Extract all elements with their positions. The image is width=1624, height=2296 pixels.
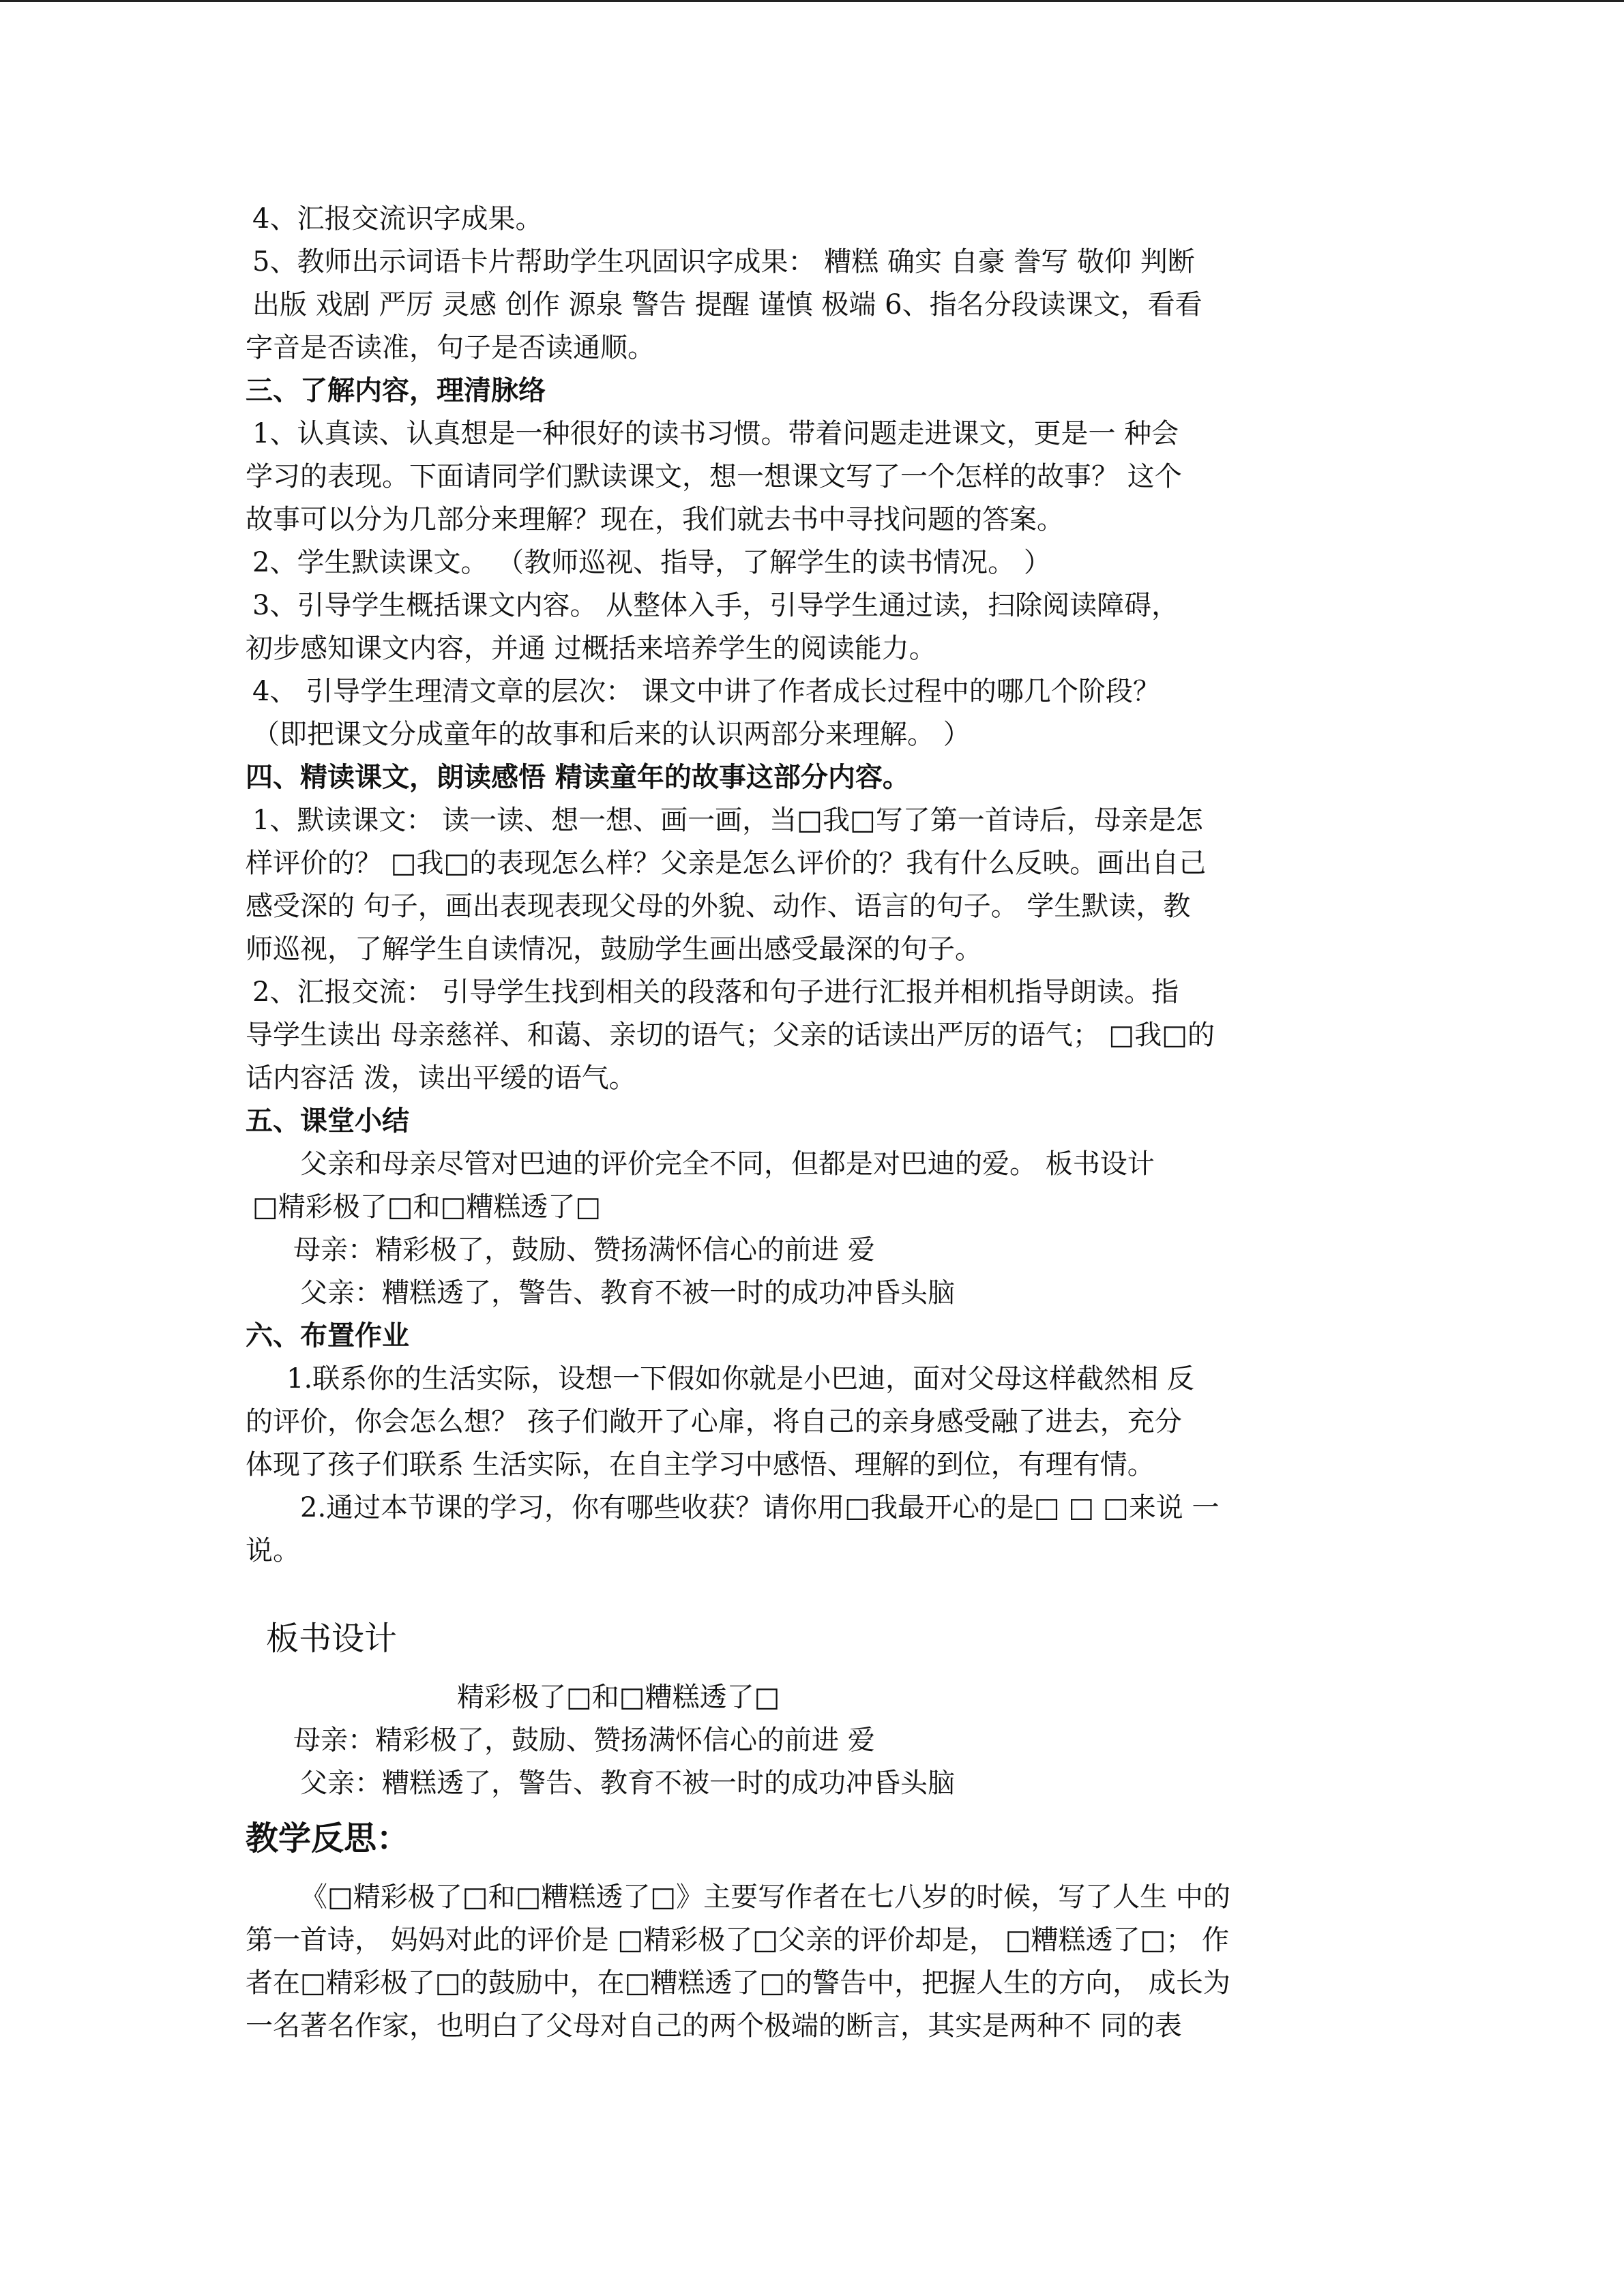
part-6-line-2: 的评价，你会怎么想？ 孩子们敞开了心扉，将自己的亲身感受融了进去，充分 <box>246 1406 1182 1437</box>
document-body <box>246 198 1378 2048</box>
part-4-p1-line-4: 师巡视，了解学生自读情况，鼓励学生画出感受最深的句子。 <box>246 934 982 965</box>
step-5-line-1: 5、教师出示词语卡片帮助学生巩固识字成果： 糟糕 确实 自豪 誊写 敬仰 判断 <box>252 246 1195 278</box>
part-3-p1-line-3: 故事可以分为几部分来理解？现在，我们就去书中寻找问题的答案。 <box>246 504 1064 535</box>
part-3-p3-line-2: 初步感知课文内容，并通 过概括来培养学生的阅读能力。 <box>246 633 936 664</box>
part-6-line-4: 2.通过本节课的学习，你有哪些收获？请你用□我最开心的是□ □ □来说 一 <box>300 1492 1220 1523</box>
part-4-p2-line-1: 2、汇报交流： 引导学生找到相关的段落和句子进行汇报并相机指导朗读。指 <box>252 976 1179 1008</box>
reflection-line-3: 者在□精彩极了□的鼓励中，在□糟糕透了□的警告中，把握人生的方向， 成长为 <box>246 1967 1230 1999</box>
part-3-heading: 三、了解内容，理清脉络 <box>246 375 546 406</box>
part-3-p1-line-2: 学习的表现。下面请同学们默读课文，想一想课文写了一个怎样的故事？ 这个 <box>246 461 1182 492</box>
reflection-title: 教学反思： <box>246 1819 410 1858</box>
spacer <box>246 1663 1378 1676</box>
board-line-1: 精彩极了□和□糟糕透了□ <box>457 1682 780 1713</box>
part-5-heading: 五、课堂小结 <box>246 1105 409 1137</box>
spacer <box>246 1862 1378 1876</box>
spacer <box>246 1572 1378 1615</box>
part-6-heading: 六、布置作业 <box>246 1320 409 1352</box>
board-design-title: 板书设计 <box>266 1620 398 1658</box>
part-4-p1-line-1: 1、默读课文： 读一读、想一想、画一画，当□我□写了第一首诗后，母亲是怎 <box>252 805 1203 836</box>
part-4-p2-line-2: 导学生读出 母亲慈祥、和蔼、亲切的语气；父亲的话读出严厉的语气； □我□的 <box>246 1019 1215 1051</box>
step-5-line-2: 出版 戏剧 严厉 灵感 创作 源泉 警告 提醒 谨慎 极端 6、指名分段读课文，看看 <box>252 289 1202 320</box>
part-3-p3-line-1: 3、引导学生概括课文内容。 从整体入手，引导学生通过读，扫除阅读障碍， <box>252 590 1179 621</box>
board-line-2: 母亲：精彩极了，鼓励、赞扬满怀信心的前进 爱 <box>293 1725 875 1756</box>
step-4-text: 4、汇报交流识字成果。 <box>252 203 543 235</box>
reflection-line-4: 一名著名作家，也明白了父母对自己的两个极端的断言，其实是两种不 同的表 <box>246 2010 1182 2042</box>
spacer <box>246 1805 1378 1815</box>
part-6-line-5: 说。 <box>246 1535 300 1566</box>
step-5-line-3: 字音是否读准，句子是否读通顺。 <box>246 332 655 363</box>
part-5-line-1: 父亲和母亲尽管对巴迪的评价完全不同，但都是对巴迪的爱。 板书设计 <box>300 1148 1155 1180</box>
part-5-line-2: □精彩极了□和□糟糕透了□ <box>252 1191 602 1223</box>
part-6-line-3: 体现了孩子们联系 生活实际，在自主学习中感悟、理解的到位，有理有情。 <box>246 1449 1155 1480</box>
part-3-p4-line-2: （即把课文分成童年的故事和后来的认识两部分来理解。 ） <box>252 719 971 750</box>
top-rule <box>0 0 1624 2</box>
part-5-line-3: 母亲：精彩极了，鼓励、赞扬满怀信心的前进 爱 <box>293 1234 875 1266</box>
part-3-p4-line-1: 4、 引导学生理清文章的层次： 课文中讲了作者成长过程中的哪几个阶段？ <box>252 676 1160 707</box>
part-4-p1-line-2: 样评价的？ □我□的表现怎么样？父亲是怎么评价的？我有什么反映。画出自己 <box>246 848 1207 879</box>
part-4-heading: 四、精读课文，朗读感悟 精读童年的故事这部分内容。 <box>246 762 910 793</box>
part-3-p2: 2、学生默读课文。 （教师巡视、指导，了解学生的读书情况。 ） <box>252 547 1051 578</box>
part-5-line-4: 父亲：糟糕透了，警告、教育不被一时的成功冲昏头脑 <box>300 1277 955 1309</box>
part-4-p2-line-3: 话内容活 泼，读出平缓的语气。 <box>246 1062 636 1094</box>
reflection-line-2: 第一首诗， 妈妈对此的评价是 □精彩极了□父亲的评价却是， □糟糕透了□； 作 <box>246 1924 1230 1956</box>
reflection-line-1: 《□精彩极了□和□糟糕透了□》主要写作者在七八岁的时候，写了人生 中的 <box>300 1881 1230 1913</box>
part-3-p1-line-1: 1、认真读、认真想是一种很好的读书习惯。带着问题走进课文，更是一 种会 <box>252 418 1179 449</box>
board-line-3: 父亲：糟糕透了，警告、教育不被一时的成功冲昏头脑 <box>300 1768 955 1799</box>
part-6-line-1: 1.联系你的生活实际，设想一下假如你就是小巴迪，面对父母这样截然相 反 <box>286 1363 1194 1395</box>
part-4-p1-line-3: 感受深的 句子，画出表现表现父母的外貌、动作、语言的句子。 学生默读，教 <box>246 891 1191 922</box>
